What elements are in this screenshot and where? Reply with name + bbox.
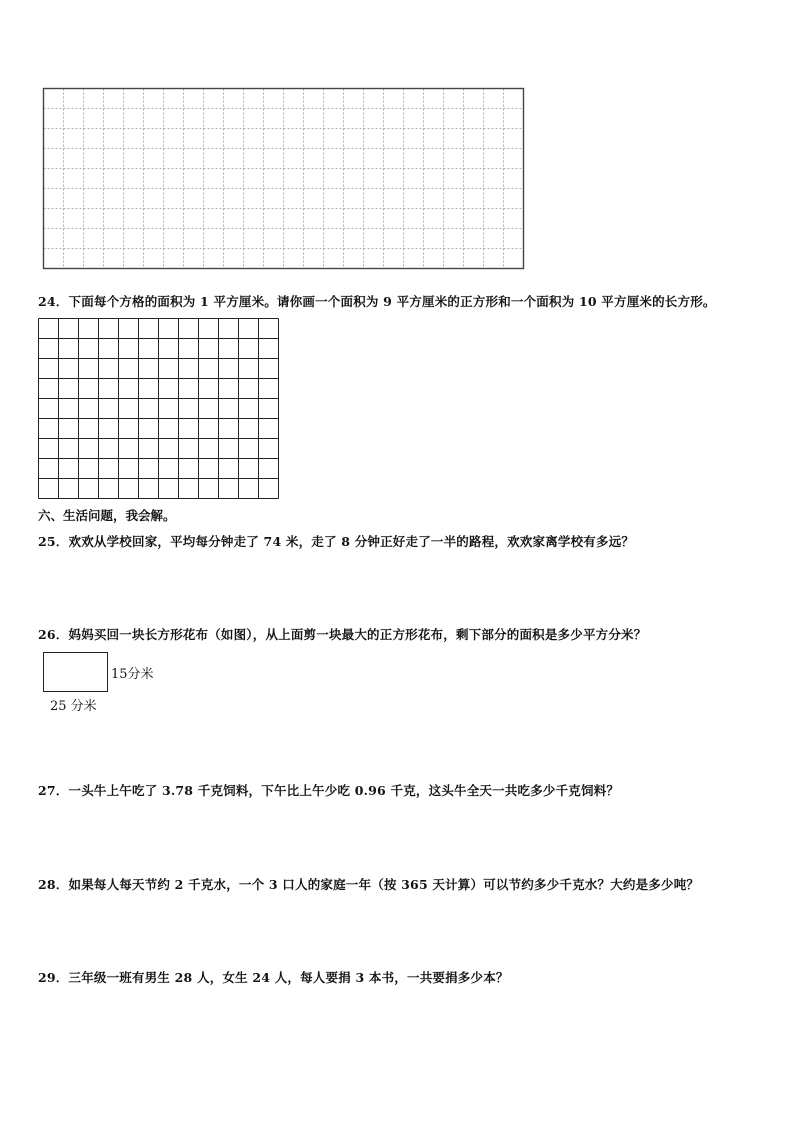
- question-26: 26．妈妈买回一块长方形花布（如图），从上面剪一块最大的正方形花布，剩下部分的面积是多少平方分米？: [38, 627, 647, 642]
- rectangle-figure: [43, 652, 108, 692]
- question-25: 25．欢欢从学校回家，平均每分钟走了 74 米，走了 8 分钟正好走了一半的路程，欢欢家离学校有多远？: [38, 534, 635, 549]
- width-label: 25 分米: [50, 699, 97, 714]
- question-29: 29．三年级一班有男生 28 人，女生 24 人，每人要捐 3 本书，一共要捐多少本？: [38, 970, 509, 985]
- dotted-answer-grid: [43, 88, 524, 269]
- question-28: 28．如果每人每天节约 2 千克水，一个 3 口人的家庭一年（按 365 天计算）可以节约多少千克水？大约是多少吨？: [38, 877, 700, 892]
- question-27: 27．一头牛上午吃了 3.78 千克饲料，下午比上午少吃 0.96 千克，这头牛全天一共吃多少千克饲料？: [38, 783, 620, 798]
- question-24: 24．下面每个方格的面积为 1 平方厘米。请你画一个面积为 9 平方厘米的正方形和一个面积为 10 平方厘米的长方形。: [38, 294, 716, 309]
- height-label: 15分米: [111, 667, 154, 682]
- square-grid: [38, 318, 279, 499]
- section-heading-6: 六、生活问题，我会解。: [38, 508, 176, 523]
